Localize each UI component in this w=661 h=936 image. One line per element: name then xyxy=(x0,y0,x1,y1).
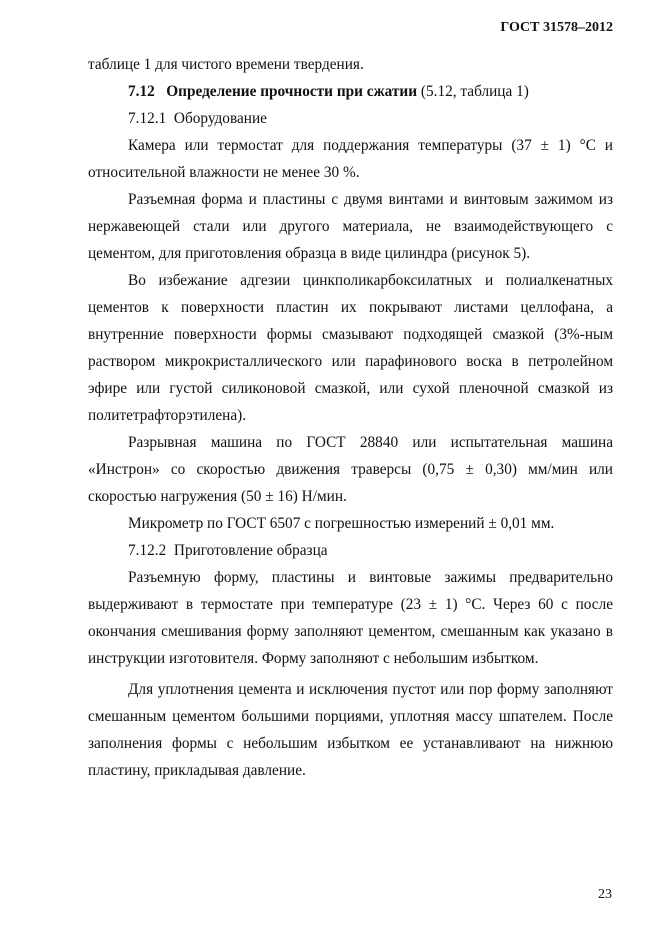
subsection-number: 7.12.2 xyxy=(128,542,167,559)
section-number: 7.12 xyxy=(128,83,155,100)
paragraph-micrometer: Микрометр по ГОСТ 6507 с погрешностью измерений ± 0,01 мм. xyxy=(128,515,555,532)
section-heading-7-12 xyxy=(88,78,613,105)
paragraph-adhesion: Во избежание адгезии цинкполикарбоксилатных и полиалкенатных цементов к поверхности пластин их покрывают листами целлофана, а внутренние поверхности формы смазывают подходящей смазкой (3%-ным раствором микрокристаллического или парафинового воска в петролейном эфире или густой силиконовой смазкой, или сухой пленочной смазкой из политетрафторэтилена). xyxy=(88,272,613,424)
subsection-title: Приготовление образца xyxy=(173,542,328,559)
page-number: 23 xyxy=(598,887,612,902)
paragraph-split-mold: Разъемная форма и пластины с двумя винтами и винтовым зажимом из нержавеющей стали или другого материала, не взаимодействующего с цементом, для приготовления образца в виде цилиндра (рисунок 5). xyxy=(88,191,613,262)
paragraph-preparation: Разъемную форму, пластины и винтовые зажимы предварительно выдерживают в термостате при температуре (23 ± 1) °С. Через 60 с после окончания смешивания форму заполняют цементом, смешанным как указано в инструкции изготовителя. Форму заполняют с небольшим избытком. xyxy=(88,569,613,667)
paragraph-continuation: таблице 1 для чистого времени твердения. xyxy=(88,56,364,73)
section-title: Определение прочности при сжатии xyxy=(166,83,418,100)
subsection-heading-7-12-2 xyxy=(88,537,613,564)
subsection-number: 7.12.1 xyxy=(128,110,167,127)
document-code: ГОСТ 31578–2012 xyxy=(500,20,613,35)
section-reference: (5.12, таблица 1) xyxy=(420,83,529,100)
paragraph-compaction: Для уплотнения цемента и исключения пустот или пор форму заполняют смешанным цементом большими порциями, уплотняя массу шпателем. После заполнения формы с небольшим избытком ее устанавливают на нижнюю пластину, прикладывая давление. xyxy=(88,681,613,779)
paragraph-testing-machine: Разрывная машина по ГОСТ 28840 или испытательная машина «Инстрон» со скоростью движения траверсы (0,75 ± 0,30) мм/мин или скоростью нагружения (50 ± 16) Н/мин. xyxy=(88,434,613,505)
subsection-title: Оборудование xyxy=(173,110,267,127)
document-body xyxy=(88,51,613,784)
subsection-heading-7-12-1 xyxy=(88,105,613,132)
paragraph-chamber: Камера или термостат для поддержания температуры (37 ± 1) °С и относительной влажности не менее 30 %. xyxy=(88,137,613,181)
